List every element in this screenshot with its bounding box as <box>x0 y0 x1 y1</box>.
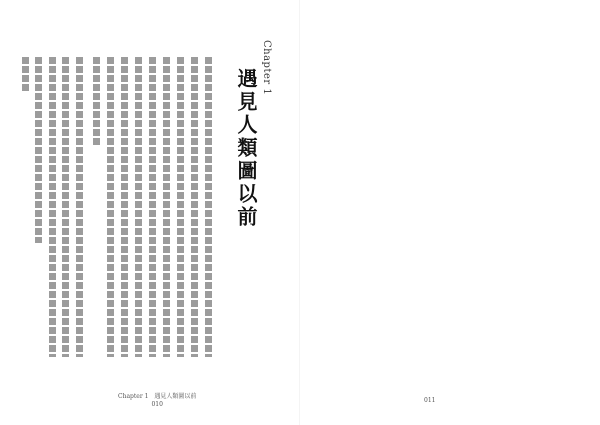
text-column-5 <box>147 57 158 357</box>
text-column-14 <box>20 57 30 357</box>
text-column-12 <box>47 57 57 357</box>
body-text-block <box>86 57 214 357</box>
right-page <box>300 0 600 425</box>
page-number-right: 011 <box>424 397 436 404</box>
text-column-10 <box>74 57 84 357</box>
text-column-11 <box>60 57 70 357</box>
text-column-9 <box>91 57 102 357</box>
text-column-6 <box>133 57 144 357</box>
text-column-4 <box>161 57 172 357</box>
chapter-label: Chapter 1 <box>261 40 272 96</box>
text-column-1 <box>203 57 214 357</box>
text-column-2 <box>189 57 200 357</box>
text-column-8 <box>105 57 116 357</box>
text-column-3 <box>175 57 186 357</box>
text-column-7 <box>119 57 130 357</box>
page-footer <box>118 393 196 409</box>
chapter-title: 遇見人類圖以前 <box>234 68 258 229</box>
text-column-13 <box>33 57 43 357</box>
chapter-heading <box>232 40 272 250</box>
running-head: Chapter 1 遇見人類圖以前 <box>118 393 197 400</box>
page-number-left: 010 <box>151 401 163 408</box>
body-text-block-2 <box>20 57 84 357</box>
